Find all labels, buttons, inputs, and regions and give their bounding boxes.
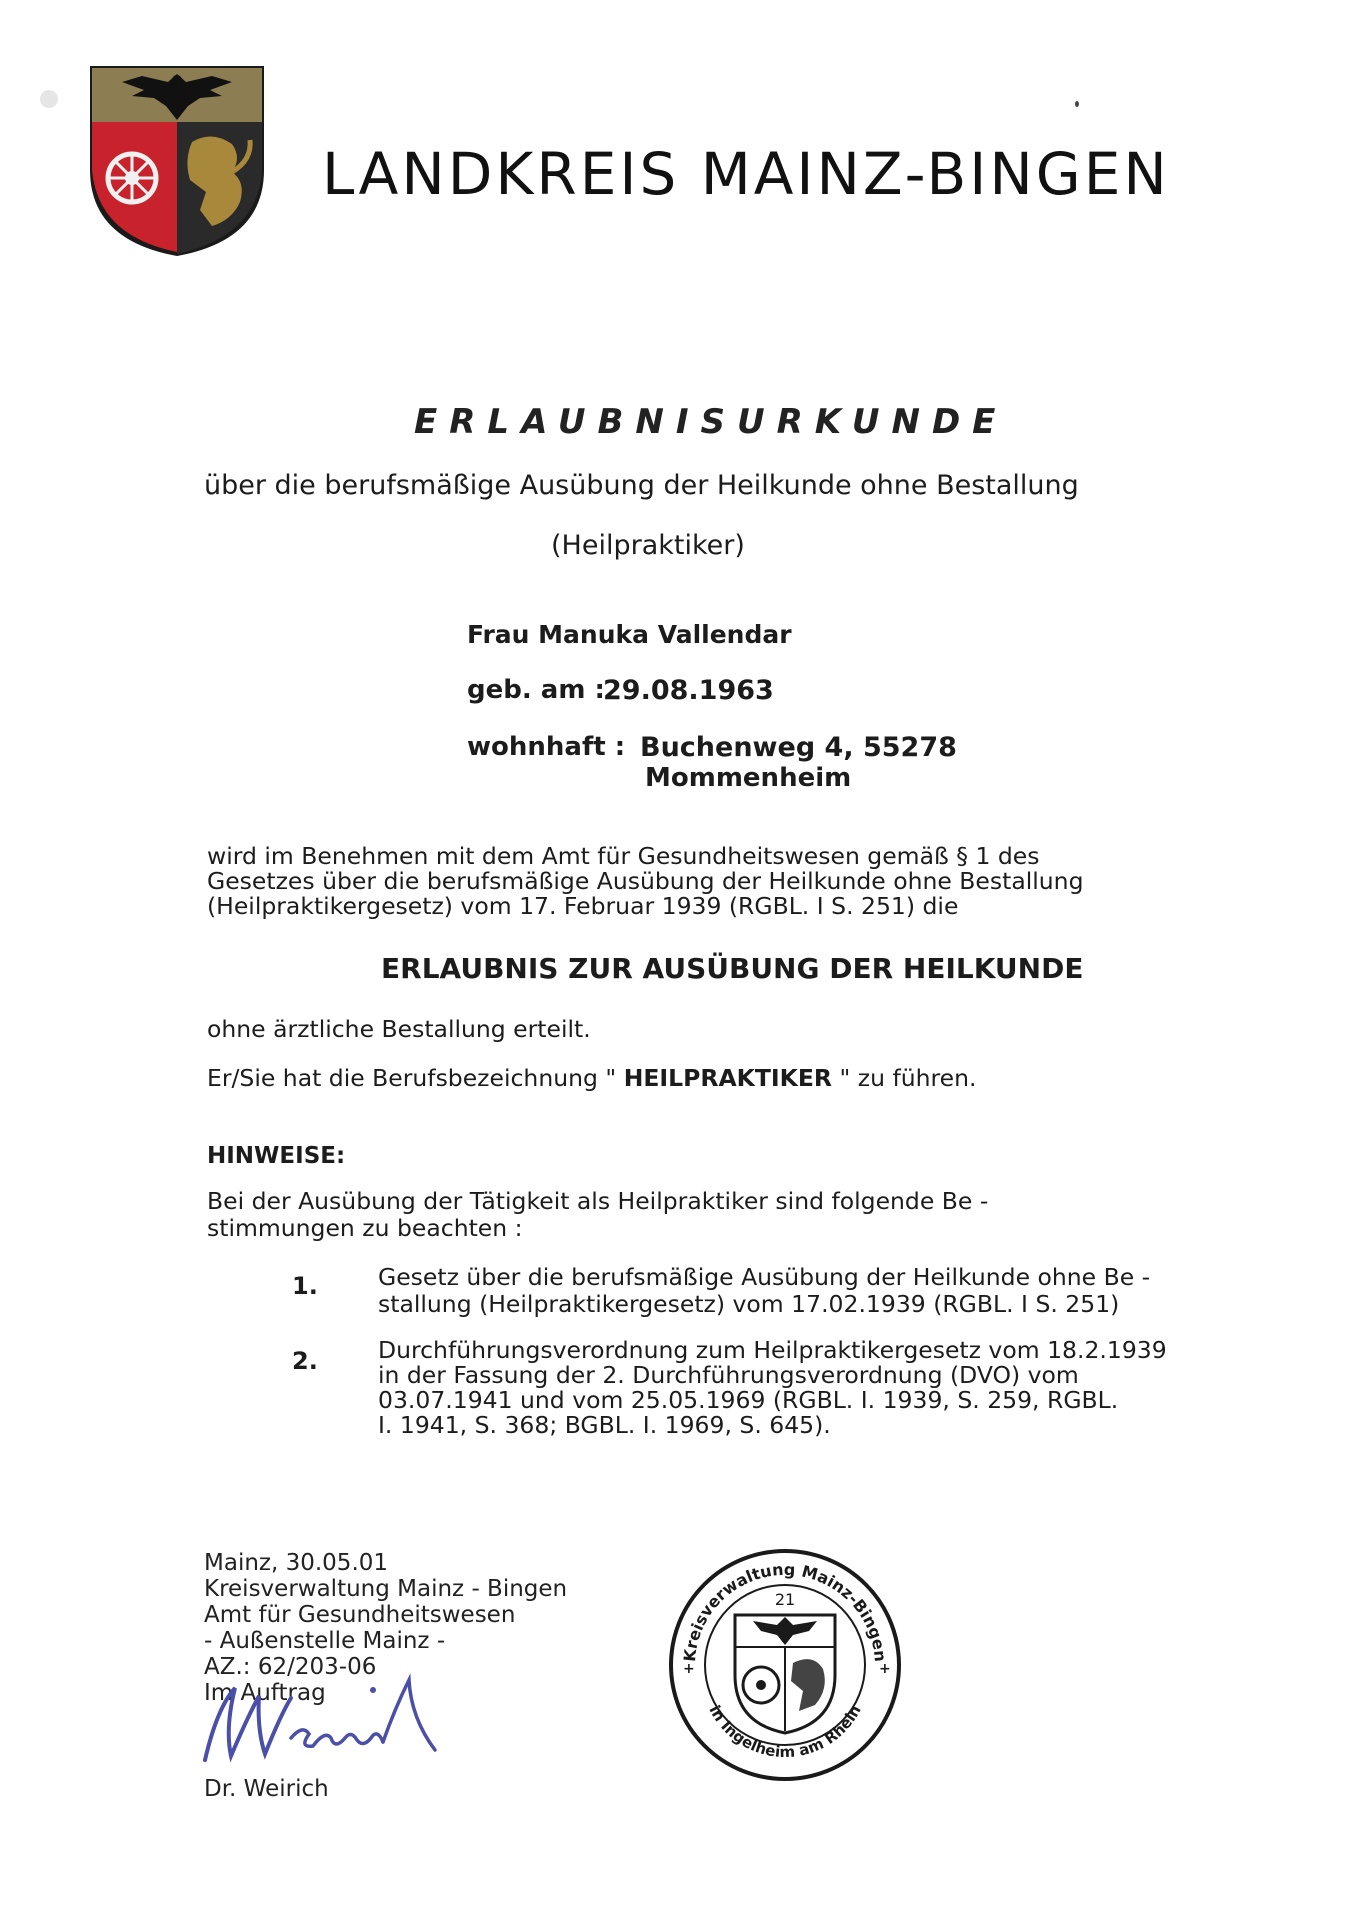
- notes-heading: HINWEISE:: [207, 1143, 346, 1169]
- issue-place-date: Mainz, 30.05.01: [204, 1550, 389, 1576]
- issuer-office: Amt für Gesundheitswesen: [204, 1602, 516, 1628]
- stamp-ring-top: Kreisverwaltung Mainz-Bingen: [679, 1559, 891, 1663]
- note-number: 1.: [292, 1272, 318, 1300]
- note-line: stallung (Heilpraktikergesetz) vom 17.02.1939 (RGBL. I S. 251): [378, 1290, 1120, 1318]
- document-subtitle: über die berufsmäßige Ausübung der Heilkunde ohne Bestallung: [204, 470, 1079, 501]
- paragraph-line: wird im Benehmen mit dem Amt für Gesundheitswesen gemäß § 1 des: [207, 842, 1040, 870]
- title-line-prefix: Er/Sie hat die Berufsbezeichnung ": [207, 1064, 617, 1092]
- stamp-number: 21: [774, 1590, 796, 1609]
- stamp-ring-bottom: in Ingelheim am Rhein: [705, 1702, 865, 1762]
- note-line: I. 1941, S. 368; BGBL. I. 1969, S. 645).: [378, 1411, 831, 1439]
- note-line: Durchführungsverordnung zum Heilpraktikergesetz vom 18.2.1939: [378, 1336, 1167, 1364]
- issuer-branch: - Außenstelle Mainz -: [204, 1628, 446, 1654]
- coat-of-arms-icon: [82, 60, 272, 260]
- document-subtitle-paren: (Heilpraktiker): [551, 530, 745, 561]
- paragraph-line: (Heilpraktikergesetz) vom 17. Februar 1939 (RGBL. I S. 251) die: [207, 892, 959, 920]
- signature-icon: [195, 1668, 445, 1768]
- scan-noise: [1075, 101, 1079, 107]
- note-number: 2.: [292, 1347, 318, 1375]
- svg-text:+: +: [683, 1661, 695, 1677]
- document-title: ERLAUBNISURKUNDE: [414, 402, 1008, 442]
- address-line-2: Mommenheim: [645, 763, 852, 793]
- section-heading: ERLAUBNIS ZUR AUSÜBUNG DER HEILKUNDE: [381, 952, 1084, 985]
- title-line: [207, 1064, 976, 1092]
- person-name: Frau Manuka Vallendar: [467, 620, 792, 649]
- title-line-suffix: " zu führen.: [839, 1064, 977, 1092]
- signer-name: Dr. Weirich: [204, 1776, 329, 1802]
- issuer-authority: Kreisverwaltung Mainz - Bingen: [204, 1576, 568, 1602]
- address-line-1: Buchenweg 4, 55278: [640, 732, 957, 763]
- district-title: LANDKREIS MAINZ-BINGEN: [322, 140, 1170, 208]
- file-reference: AZ.: 62/203-06: [204, 1654, 377, 1680]
- title-line-bold: HEILPRAKTIKER: [623, 1064, 832, 1092]
- legal-paragraph: [207, 844, 1084, 919]
- dob-value: 29.08.1963: [603, 675, 774, 706]
- on-behalf: Im Auftrag: [204, 1680, 326, 1706]
- note-line: in der Fassung der 2. Durchführungsverordnung (DVO) vom: [378, 1361, 1079, 1389]
- note-line: Gesetz über die berufsmäßige Ausübung der Heilkunde ohne Be -: [378, 1263, 1151, 1291]
- notes-intro: [207, 1188, 988, 1242]
- note-item: [378, 1338, 1167, 1438]
- svg-text:+: +: [879, 1661, 891, 1677]
- dob-label: geb. am :: [467, 675, 605, 705]
- scan-noise: [40, 90, 58, 108]
- paragraph-line: Gesetzes über die berufsmäßige Ausübung der Heilkunde ohne Bestallung: [207, 867, 1084, 895]
- granted-line: ohne ärztliche Bestallung erteilt.: [207, 1015, 591, 1043]
- notes-intro-line: Bei der Ausübung der Tätigkeit als Heilpraktiker sind folgende Be -: [207, 1187, 989, 1215]
- note-item: [378, 1264, 1150, 1318]
- address-label: wohnhaft :: [467, 732, 626, 762]
- note-line: 03.07.1941 und vom 25.05.1969 (RGBL. I. 1939, S. 259, RGBL.: [378, 1386, 1119, 1414]
- official-stamp-icon: [665, 1545, 905, 1785]
- notes-intro-line: stimmungen zu beachten :: [207, 1214, 523, 1242]
